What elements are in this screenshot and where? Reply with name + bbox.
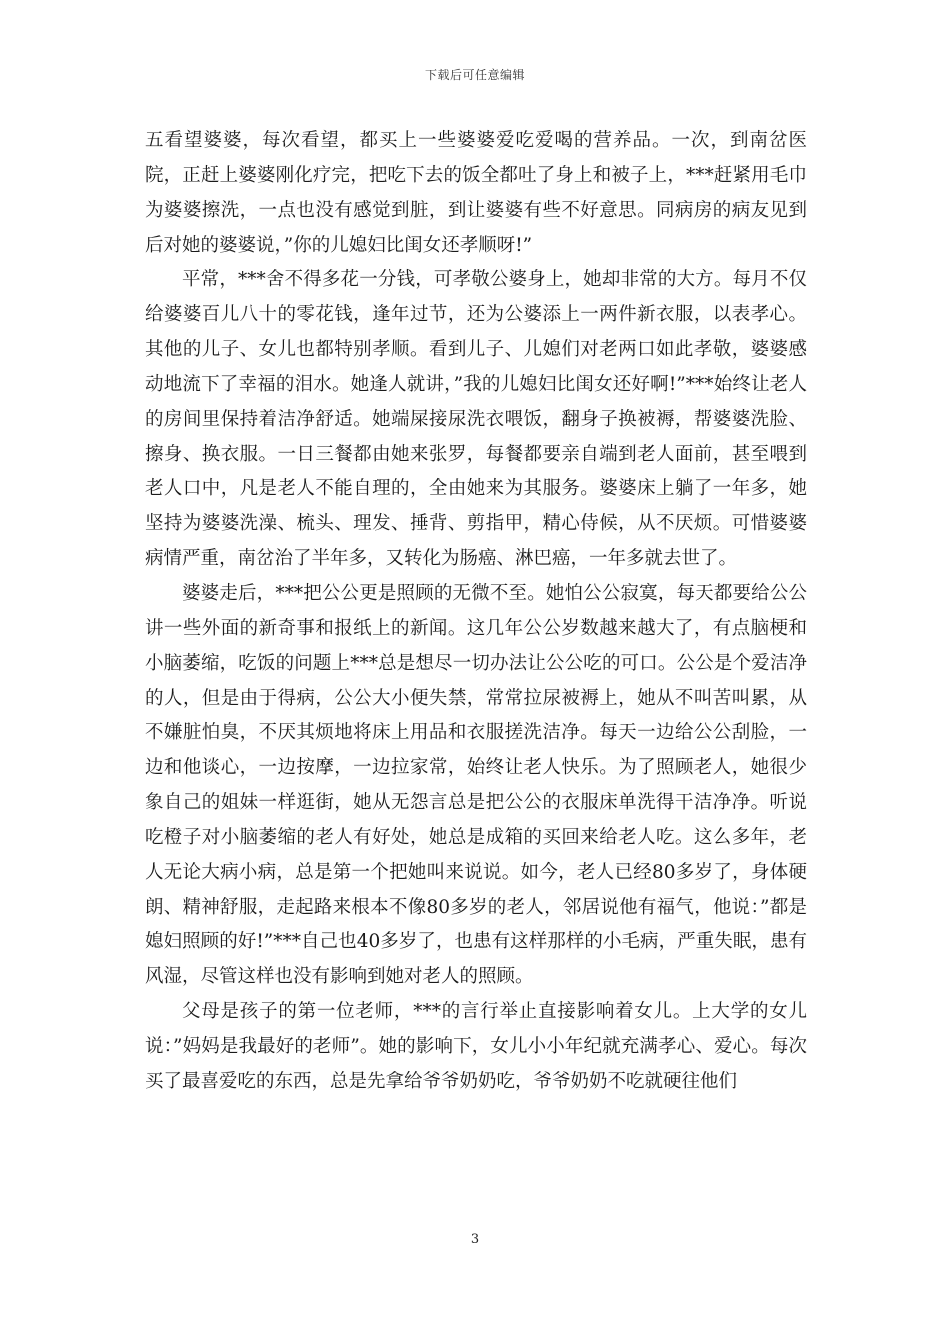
paragraph-4: 父母是孩子的第一位老师，***的言行举止直接影响着女儿。上大学的女儿说：”妈妈是我最好的老师”。她的影响下，女儿小小年纪就充满孝心、爱心。每次买了最喜爱吃的东西，总是先拿给爷爷奶奶吃，爷爷奶奶不吃就硬往他们: [145, 1001, 807, 1092]
paragraph-2: 平常，***舍不得多花一分钱，可孝敬公婆身上，她却非常的大方。每月不仅给婆婆百儿八十的零花钱，逢年过节，还为公婆添上一两件新衣服，以表孝心。其他的儿子、女儿也都特别孝顺。看到儿子、儿媳们对老两口如此孝敬，婆婆感动地流下了幸福的泪水。她逢人就讲，”我的儿媳妇比闺女还好啊!”***始终让老人的房间里保持着洁净舒适。她端屎接尿洗衣喂饭，翻身子换被褥，帮婆婆洗脸、擦身、换衣服。一日三餐都由她来张罗，每餐都要亲自端到老人面前，甚至喂到老人口中，凡是老人不能自理的，全由她来为其服务。婆婆床上躺了一年多，她坚持为婆婆洗澡、梳头、理发、捶背、剪指甲，精心侍候，从不厌烦。可惜婆婆病情严重，南岔治了半年多，又转化为肠癌、淋巴癌，一年多就去世了。: [145, 269, 807, 570]
document-body: [145, 124, 807, 1100]
paragraph-1: 五看望婆婆，每次看望，都买上一些婆婆爱吃爱喝的营养品。一次，到南岔医院，正赶上婆婆刚化疗完，把吃下去的饭全都吐了身上和被子上，***赶紧用毛巾为婆婆擦洗，一点也没有感觉到脏，到让婆婆有些不好意思。同病房的病友见到后对她的婆婆说，”你的儿媳妇比闺女还孝顺呀!”: [145, 130, 807, 256]
paragraph-3: 婆婆走后，***把公公更是照顾的无微不至。她怕公公寂寞，每天都要给公公讲一些外面的新奇事和报纸上的新闻。这几年公公岁数越来越大了，有点脑梗和小脑萎缩，吃饭的问题上***总是想尽一切办法让公公吃的可口。公公是个爱洁净的人，但是由于得病，公公大小便失禁，常常拉尿被褥上，她从不叫苦叫累，从不嫌脏怕臭，不厌其烦地将床上用品和衣服搓洗洁净。每天一边给公公刮脸，一边和他谈心，一边按摩，一边拉家常，始终让老人快乐。为了照顾老人，她很少象自己的姐妹一样逛街，她从无怨言总是把公公的衣服床单洗得干洁净净。听说吃橙子对小脑萎缩的老人有好处，她总是成箱的买回来给老人吃。这么多年，老人无论大病小病，总是第一个把她叫来说说。如今，老人已经80多岁了，身体硬朗、精神舒服，走起路来根本不像80多岁的老人，邻居说他有福气，他说：”都是媳妇照顾的好!”***自己也40多岁了，也患有这样那样的小毛病，严重失眠，患有风湿，尽管这样也没有影响到她对老人的照顾。: [145, 582, 807, 988]
page-number: 3: [470, 1232, 480, 1247]
page-header: 下载后可任意编辑: [424, 68, 525, 82]
